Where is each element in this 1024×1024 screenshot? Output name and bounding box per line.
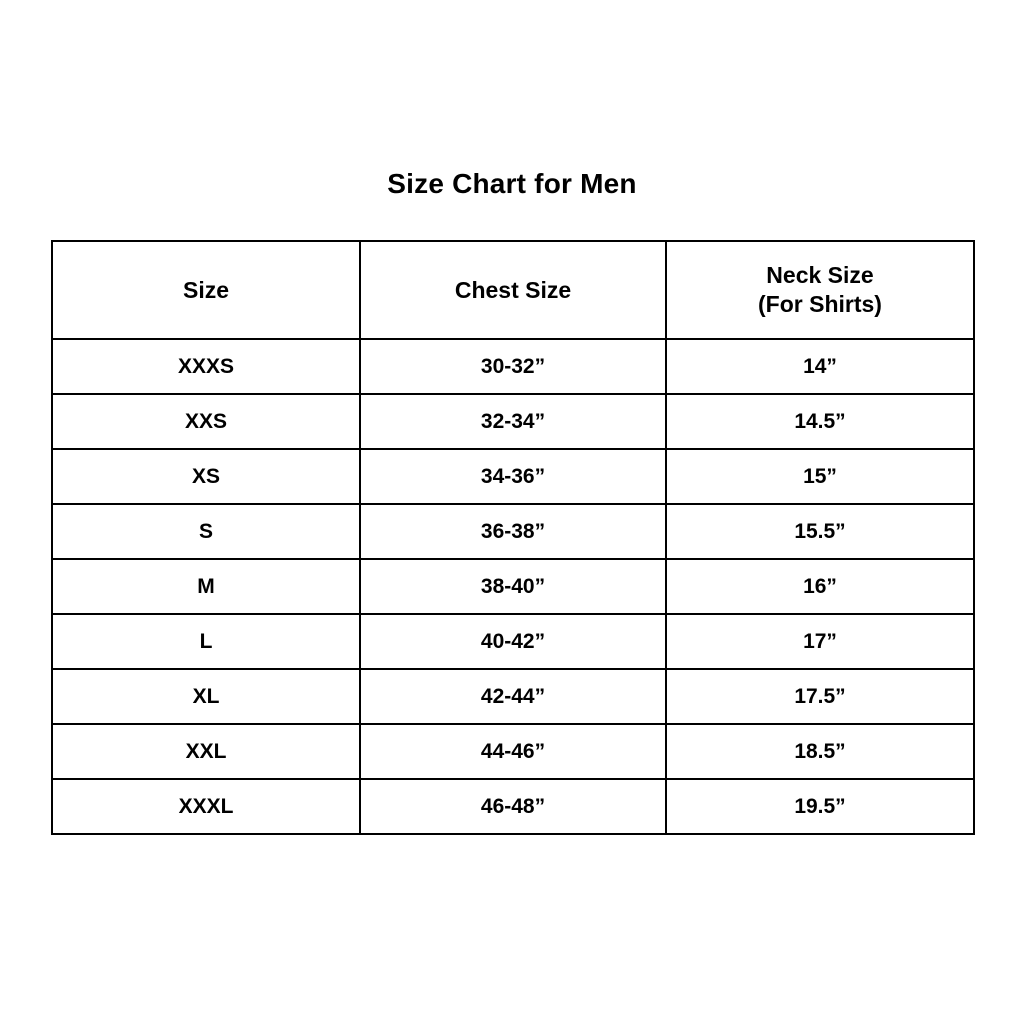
cell-neck: 15.5” [666,504,974,559]
column-header-chest: Chest Size [360,241,666,339]
size-chart-table [51,240,975,835]
size-chart-table-container [51,240,973,835]
table-header [52,241,974,339]
cell-size: XXXS [52,339,360,394]
column-header-neck [666,241,974,339]
table-row [52,339,974,394]
cell-neck: 17” [666,614,974,669]
cell-size: XXXL [52,779,360,834]
table-body [52,339,974,834]
cell-size: XL [52,669,360,724]
column-header-neck-line2: (For Shirts) [758,291,882,317]
cell-size: XXL [52,724,360,779]
cell-size: S [52,504,360,559]
column-header-size: Size [52,241,360,339]
cell-size: XXS [52,394,360,449]
cell-neck: 15” [666,449,974,504]
cell-size: XS [52,449,360,504]
cell-chest: 34-36” [360,449,666,504]
cell-neck: 18.5” [666,724,974,779]
table-header-row [52,241,974,339]
table-row [52,779,974,834]
cell-chest: 38-40” [360,559,666,614]
table-row [52,504,974,559]
table-row [52,559,974,614]
cell-chest: 44-46” [360,724,666,779]
cell-chest: 30-32” [360,339,666,394]
cell-size: M [52,559,360,614]
cell-chest: 32-34” [360,394,666,449]
page-title: Size Chart for Men [387,168,637,199]
cell-neck: 16” [666,559,974,614]
cell-chest: 36-38” [360,504,666,559]
cell-chest: 40-42” [360,614,666,669]
table-row [52,614,974,669]
table-row [52,394,974,449]
table-row [52,669,974,724]
cell-neck: 14” [666,339,974,394]
cell-neck: 17.5” [666,669,974,724]
column-header-neck-line1: Neck Size [766,262,874,289]
cell-neck: 19.5” [666,779,974,834]
cell-chest: 46-48” [360,779,666,834]
cell-size: L [52,614,360,669]
table-row [52,724,974,779]
table-row [52,449,974,504]
cell-chest: 42-44” [360,669,666,724]
cell-neck: 14.5” [666,394,974,449]
